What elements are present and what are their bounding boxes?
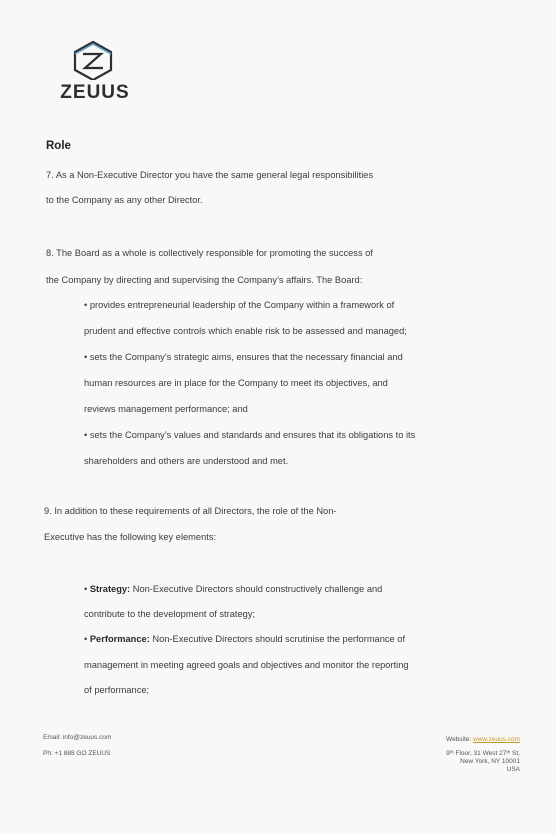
footer-address-line-3: USA — [506, 766, 520, 773]
footer-phone: Ph: +1 888 GO ZEUUS — [43, 750, 111, 757]
performance-bullet: • — [84, 634, 88, 644]
performance-item-line-1 — [84, 634, 405, 644]
paragraph-8-bullet-2-line-1: • sets the Company’s strategic aims, ensures that the necessary financial and — [84, 352, 403, 362]
footer-address-line-1: 9ᵗʰ Floor, 31 West 27ᵗʰ St, — [446, 750, 520, 757]
footer-address-block — [446, 736, 520, 774]
paragraph-8-line-1: 8. The Board as a whole is collectively responsible for promoting the success of — [46, 248, 373, 258]
strategy-item-line-1 — [84, 584, 382, 594]
paragraph-9-line-2: Executive has the following key elements: — [44, 532, 217, 542]
paragraph-8-bullet-2-line-3: reviews management performance; and — [84, 404, 248, 414]
paragraph-8-bullet-1-line-1: • provides entrepreneurial leadership of the Company within a framework of — [84, 300, 395, 310]
strategy-bullet: • — [84, 584, 88, 594]
performance-text: Non-Executive Directors should scrutinise the performance of — [149, 634, 406, 644]
paragraph-9-line-1: 9. In addition to these requirements of all Directors, the role of the Non- — [44, 506, 337, 516]
company-logo — [60, 40, 130, 110]
paragraph-7-line-2: to the Company as any other Director. — [46, 195, 203, 205]
footer-contact — [43, 730, 111, 762]
footer-website-label: Website: — [446, 736, 474, 743]
performance-item-line-3: of performance; — [84, 685, 150, 695]
strategy-text: Non-Executive Directors should constructively challenge and — [130, 584, 383, 594]
paragraph-7-line-1: 7. As a Non-Executive Director you have the same general legal responsibilities — [46, 170, 374, 180]
footer-website — [446, 736, 520, 744]
paragraph-8-line-2: the Company by directing and supervising the Company’s affairs. The Board: — [46, 275, 363, 285]
zeuus-logo-icon — [71, 40, 115, 80]
performance-item-line-2: management in meeting agreed goals and objectives and monitor the reporting — [84, 660, 409, 670]
performance-label: Performance: — [89, 634, 150, 644]
footer-email: Email: info@zeuus.com — [43, 734, 112, 741]
paragraph-8-bullet-3-line-2: shareholders and others are understood and met. — [84, 456, 289, 466]
strategy-label: Strategy: — [89, 584, 131, 594]
footer-address-line-2: New York, NY 10001 — [460, 758, 520, 765]
paragraph-8-bullet-3-line-1: • sets the Company’s values and standards and ensures that its obligations to its — [84, 430, 416, 440]
logo-wordmark: ZEUUS — [60, 82, 130, 103]
footer-website-link[interactable]: www.zeuus.com — [473, 736, 520, 743]
paragraph-8-bullet-1-line-2: prudent and effective controls which enable risk to be assessed and managed; — [84, 326, 407, 336]
section-heading-role: Role — [46, 140, 71, 152]
paragraph-8-bullet-2-line-2: human resources are in place for the Company to meet its objectives, and — [84, 378, 388, 388]
strategy-item-line-2: contribute to the development of strategy; — [84, 609, 256, 619]
